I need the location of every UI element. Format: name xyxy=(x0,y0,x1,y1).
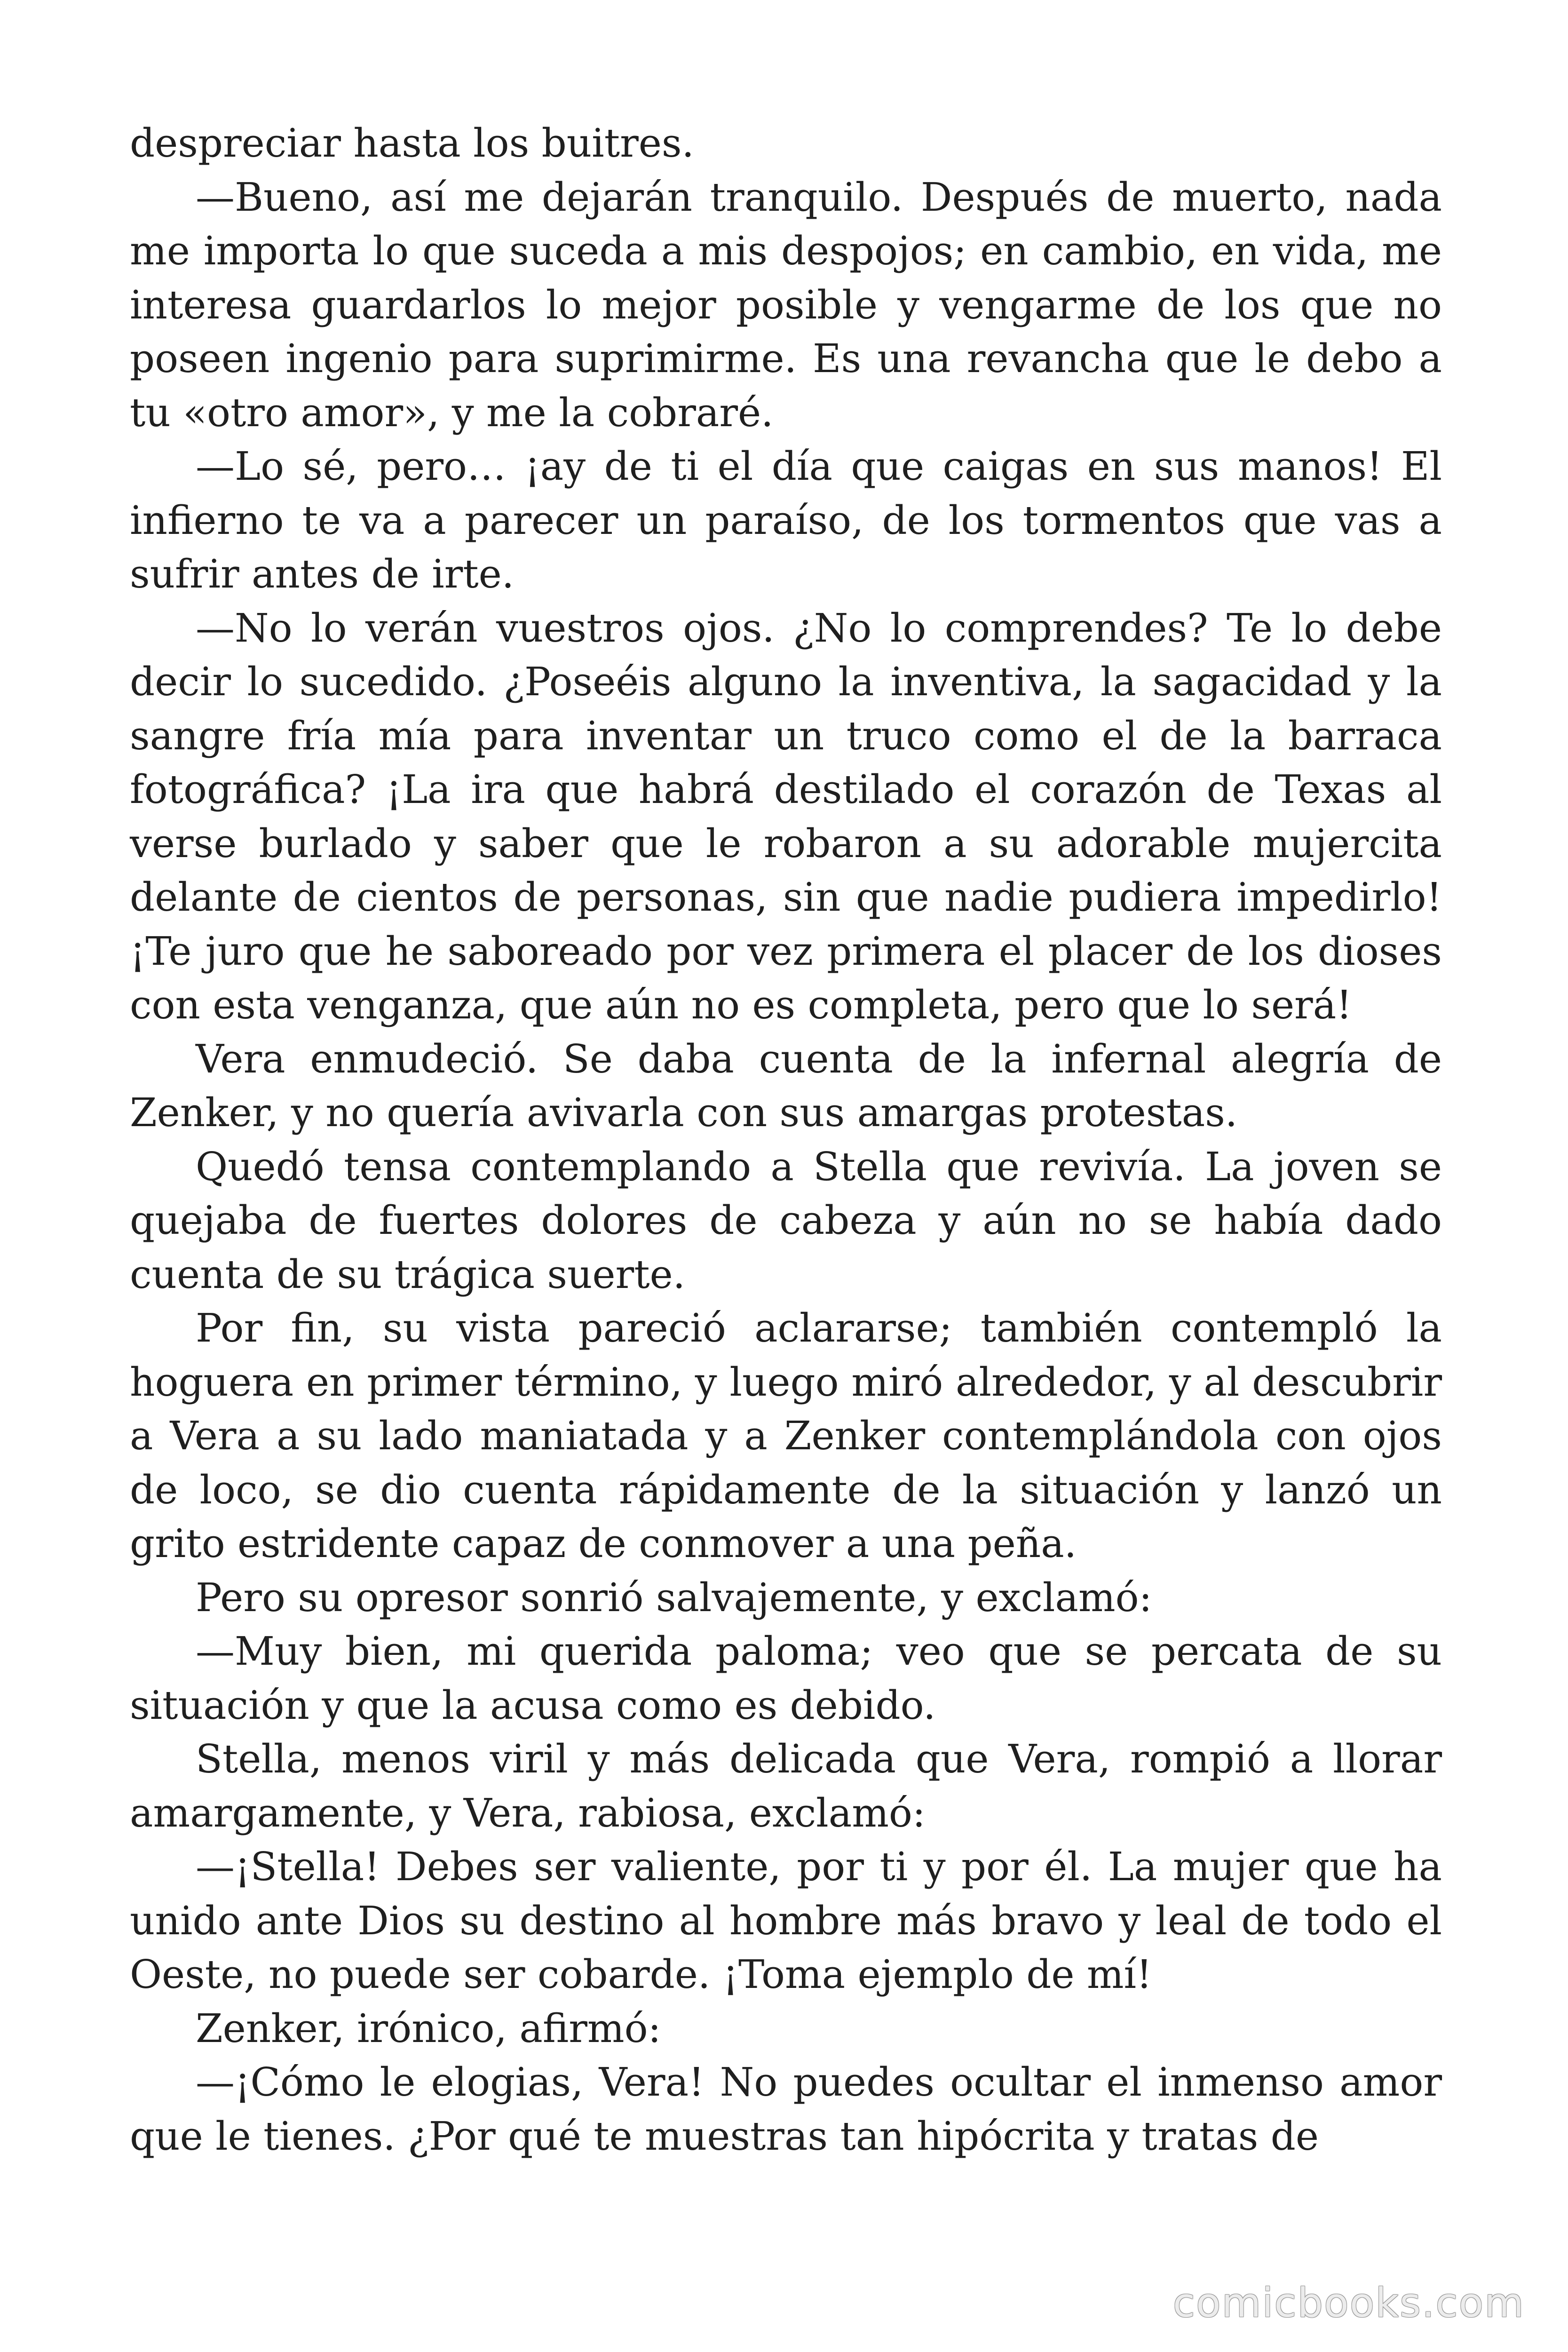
paragraph: —Lo sé, pero… ¡ay de ti el día que caigas en sus manos! El infierno te va a parecer un paraíso, de los tormentos que vas a sufrir antes de irte. xyxy=(130,444,1442,597)
paragraph: Vera enmudeció. Se daba cuenta de la infernal alegría de Zenker, y no quería avivarla con sus amargas protestas. xyxy=(130,1036,1442,1136)
paragraph: Quedó tensa contemplando a Stella que revivía. La joven se quejaba de fuertes dolores de cabeza y aún no se había dado cuenta de su trágica suerte. xyxy=(130,1144,1442,1297)
paragraph: —Bueno, así me dejarán tranquilo. Después de muerto, nada me importa lo que suceda a mis despojos; en cambio, en vida, me interesa guardarlos lo mejor posible y vengarme de los que no poseen ingenio para suprimirme. Es una revancha que le debo a tu «otro amor», y me la cobraré. xyxy=(130,174,1442,436)
watermark: comicbooks.com xyxy=(1172,2280,1525,2327)
paragraph: Pero su opresor sonrió salvajemente, y exclamó: xyxy=(196,1574,1152,1621)
paragraph: —¡Cómo le elogias, Vera! No puedes ocultar el inmenso amor que le tienes. ¿Por qué te muestras tan hipócrita y tratas de xyxy=(130,2059,1442,2159)
paragraph: Por fin, su vista pareció aclararse; también contempló la hoguera en primer término, y luego miró alrededor, y al descubrir a Vera a su lado maniatada y a Zenker contemplándola con ojos de loco, se dio cuenta rápidamente de la situación y lanzó un grito estridente capaz de conmover a una peña. xyxy=(130,1305,1442,1566)
paragraph: Stella, menos viril y más delicada que Vera, rompió a llorar amargamente, y Vera, rabiosa, exclamó: xyxy=(130,1736,1442,1836)
paragraph: —No lo verán vuestros ojos. ¿No lo comprendes? Te lo debe decir lo sucedido. ¿Poseéis alguno la inventiva, la sagacidad y la sangre fría mía para inventar un truco como el de la barraca fotográfica? ¡La ira que habrá destilado el corazón de Texas al verse burlado y saber que le robaron a su adorable mujercita delante de cientos de personas, sin que nadie pudiera impedirlo! ¡Te juro que he saboreado por vez primera el placer de los dioses con esta venganza, que aún no es completa, pero que lo será! xyxy=(130,605,1442,1028)
book-page-text xyxy=(130,117,1442,2233)
paragraph: —Muy bien, mi querida paloma; veo que se percata de su situación y que la acusa como es debido. xyxy=(130,1629,1442,1728)
paragraph: Zenker, irónico, afirmó: xyxy=(196,2005,661,2051)
paragraph: —¡Stella! Debes ser valiente, por ti y por él. La mujer que ha unido ante Dios su destino al hombre más bravo y leal de todo el Oeste, no puede ser cobarde. ¡Toma ejemplo de mí! xyxy=(130,1844,1442,1997)
paragraph: despreciar hasta los buitres. xyxy=(130,120,694,166)
